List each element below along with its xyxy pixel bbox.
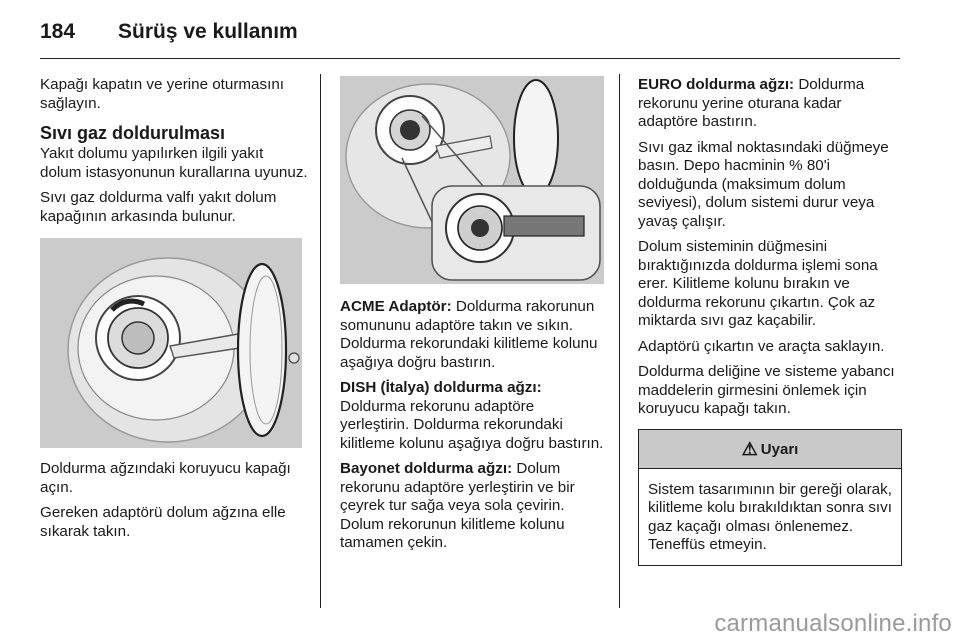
warning-triangle-icon: ⚠ — [741, 438, 758, 459]
header-rule — [40, 58, 900, 59]
warning-title: Uyarı — [760, 440, 799, 458]
paragraph-dish — [340, 379, 606, 453]
paragraph-open-cap: Doldurma ağzındaki koruyucu kapağı açın. — [40, 460, 291, 496]
column-1 — [40, 76, 308, 548]
column-divider-2 — [619, 74, 620, 608]
warning-text: Sistem tasarımının bir gereği olarak, kilitleme kolu bırakıldıktan sonra sıvı gaz kaçağı olması önlenemez. Teneffüs etmeyin. — [648, 480, 892, 553]
filler-flap-illustration — [40, 238, 302, 448]
paragraph-press-button: Sıvı gaz ikmal noktasındaki düğmeye basın. Depo hacminin % 80'i dolduğunda (maksimum dolum seviyesi), dolum sistemi durur veya yavaş çalışır. — [638, 138, 889, 230]
page-number: 184 — [40, 20, 76, 43]
paragraph-bayonet — [340, 460, 606, 553]
euro-text: Doldurma rekorunu yerine oturana kadar adaptöre bastırın. — [638, 76, 865, 130]
paragraph-fit-cap: Doldurma deliğine ve sisteme yabancı maddelerin girmesini önlemek için koruyucu kapağı takın. — [638, 363, 895, 417]
euro-label: EURO doldurma ağzı: — [638, 76, 795, 93]
dish-text: Doldurma rekorunu adaptöre yerleştirin. Doldurma rekorundaki kilitleme kolunu aşağıya doğru bastırın. — [340, 397, 604, 452]
figure-filler-flap — [40, 238, 302, 448]
paragraph-insert-adapter: Gereken adaptörü dolum ağzına elle sıkarak takın. — [40, 504, 286, 540]
figure-adapter-closeup — [340, 76, 604, 284]
acme-label: ACME Adaptör: — [340, 298, 452, 315]
bayonet-text: Dolum rekorunu adaptöre yerleştirin ve bir çeyrek tur sağa veya sola çevirin. Dolum rekorunun kilitleme kolunu tamamen çekin. — [340, 460, 575, 551]
column-2 — [340, 76, 606, 560]
section-heading: Sıvı gaz doldurulması — [40, 123, 226, 143]
page-title: Sürüş ve kullanım — [118, 20, 298, 43]
warning-header — [639, 430, 901, 469]
paragraph-rules: Yakıt dolumu yapılırken ilgili yakıt dolum istasyonunun kurallarına uyunuz. — [40, 145, 308, 181]
column-divider-1 — [320, 74, 321, 608]
watermark: carmanualsonline.info — [714, 610, 952, 637]
adapter-illustration — [340, 76, 604, 284]
paragraph-acme — [340, 298, 606, 372]
column-3 — [638, 76, 904, 566]
paragraph-release-button: Dolum sisteminin düğmesini bıraktığınızda doldurma işlemi sona erer. Kilitleme kolunu bırakın ve doldurma rekorunu çıkartın. Çok az miktarda sıvı gaz kaçabilir. — [638, 238, 878, 329]
paragraph-valve-location: Sıvı gaz doldurma valfı yakıt dolum kapağının arkasında bulunur. — [40, 189, 277, 225]
page-header — [40, 20, 900, 54]
paragraph-close-cap: Kapağı kapatın ve yerine oturmasını sağlayın. — [40, 76, 284, 112]
paragraph-store-adapter: Adaptörü çıkartın ve araçta saklayın. — [638, 337, 885, 355]
acme-text: Doldurma rakorunun somununu adaptöre takın ve sıkın. Doldurma rekorundaki kilitleme kolunu aşağıya doğru bastırın. — [340, 298, 598, 371]
paragraph-euro — [638, 76, 904, 132]
warning-box — [638, 429, 902, 566]
dish-label: DISH (İtalya) doldurma ağzı: — [340, 379, 542, 396]
bayonet-label: Bayonet doldurma ağzı: — [340, 460, 513, 477]
